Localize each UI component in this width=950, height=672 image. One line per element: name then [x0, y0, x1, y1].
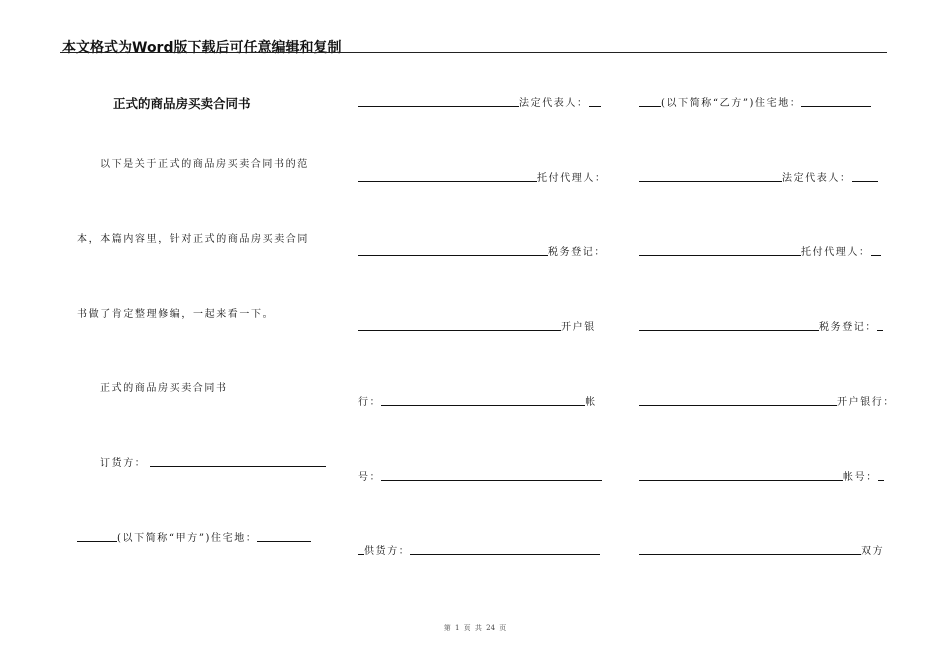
- footer-total-number: 24: [486, 624, 496, 632]
- col3-blank-2: [639, 172, 782, 182]
- col3-blank-7: [639, 545, 861, 555]
- col3-blank-3: [639, 246, 801, 256]
- party-a-address-line: [77, 529, 311, 544]
- col2-line-1: [358, 94, 601, 109]
- intro-text-1: 以下是关于正式的商品房买卖合同书的范: [100, 159, 309, 170]
- col2-tax-label: 税务登记：: [548, 247, 606, 258]
- col2-bank-label-start: 开户银: [561, 322, 596, 333]
- col3-blank-4: [639, 321, 819, 331]
- col2-blank-1: [358, 97, 519, 107]
- col3-line-2: [639, 169, 878, 184]
- col3-account-label: 帐号：: [843, 472, 878, 483]
- intro-line-1: [100, 155, 309, 170]
- col2-supplier-label: 供货方：: [364, 546, 411, 557]
- col3-blank-6: [639, 471, 843, 481]
- col2-account-label-end: 号：: [358, 472, 382, 483]
- col3-blank-1a: [639, 97, 661, 107]
- col3-bank-label: 开户银行：: [837, 397, 895, 408]
- col2-line-5: [358, 393, 597, 408]
- col3-blank-4b: [877, 321, 883, 331]
- col3-blank-1b: [801, 97, 871, 107]
- col3-agent-label: 托付代理人：: [801, 247, 871, 258]
- col2-bank-label-end: 行：: [358, 397, 382, 408]
- document-title: 正式的商品房买卖合同书: [113, 96, 251, 111]
- intro-text-2: 本，本篇内容里，针对正式的商品房买卖合同: [77, 234, 309, 245]
- col2-blank-7: [410, 545, 600, 555]
- party-a-address-blank: [257, 532, 311, 542]
- footer-total-label: 共: [474, 624, 482, 632]
- col2-line-2: [358, 169, 607, 184]
- col2-line-7: [358, 542, 600, 557]
- col2-blank-4: [358, 321, 561, 331]
- download-banner: 本文格式为Word版下载后可任意编辑和复制: [62, 40, 342, 56]
- col2-blank-5: [381, 396, 585, 406]
- party-a-address-label: (以下简称“甲方”)住宅地：: [117, 533, 258, 544]
- footer-page-label: 第: [443, 624, 451, 632]
- col2-blank-6: [381, 471, 602, 481]
- col3-party-b-address-label: (以下简称“乙方”)住宅地：: [661, 98, 802, 109]
- buyer-blank: [150, 457, 326, 467]
- intro-text-3: 书做了肯定整理修编，一起来看一下。: [77, 309, 275, 320]
- buyer-line: [100, 454, 326, 469]
- col2-blank-2: [358, 172, 537, 182]
- col3-line-1: [639, 94, 871, 109]
- footer-page-number: 1: [454, 624, 460, 632]
- buyer-label: 订货方：: [100, 458, 147, 469]
- page-footer: [0, 623, 950, 633]
- col2-line-6: [358, 468, 602, 483]
- col3-tax-label: 税务登记：: [819, 322, 877, 333]
- col3-blank-5: [639, 396, 837, 406]
- intro-line-3: [77, 305, 274, 320]
- contract-subheading: 正式的商品房买卖合同书: [100, 383, 228, 394]
- col2-legal-rep-label: 法定代表人：: [519, 98, 589, 109]
- col2-blank-3: [358, 246, 548, 256]
- col3-legal-rep-label: 法定代表人：: [782, 173, 852, 184]
- col2-account-label-start: 帐: [585, 397, 597, 408]
- col3-line-3: [639, 243, 881, 258]
- col3-line-5: [639, 393, 895, 408]
- col2-line-4: [358, 318, 596, 333]
- intro-line-2: [77, 230, 309, 245]
- col3-blank-3b: [871, 246, 881, 256]
- col3-line-7: [639, 542, 884, 557]
- col2-line-3: [358, 243, 606, 258]
- subheading-line: [100, 379, 228, 394]
- col2-blank-1b: [589, 97, 601, 107]
- footer-page-unit: 页: [463, 624, 471, 632]
- col3-blank-6b: [878, 471, 884, 481]
- col3-both-parties-label: 双方: [861, 546, 885, 557]
- col2-agent-label: 托付代理人：: [537, 173, 607, 184]
- col3-blank-2b: [852, 172, 878, 182]
- header-divider: [60, 52, 887, 53]
- col3-line-4: [639, 318, 883, 333]
- col3-line-6: [639, 468, 884, 483]
- party-a-name-blank: [77, 532, 117, 542]
- footer-total-unit: 页: [499, 624, 507, 632]
